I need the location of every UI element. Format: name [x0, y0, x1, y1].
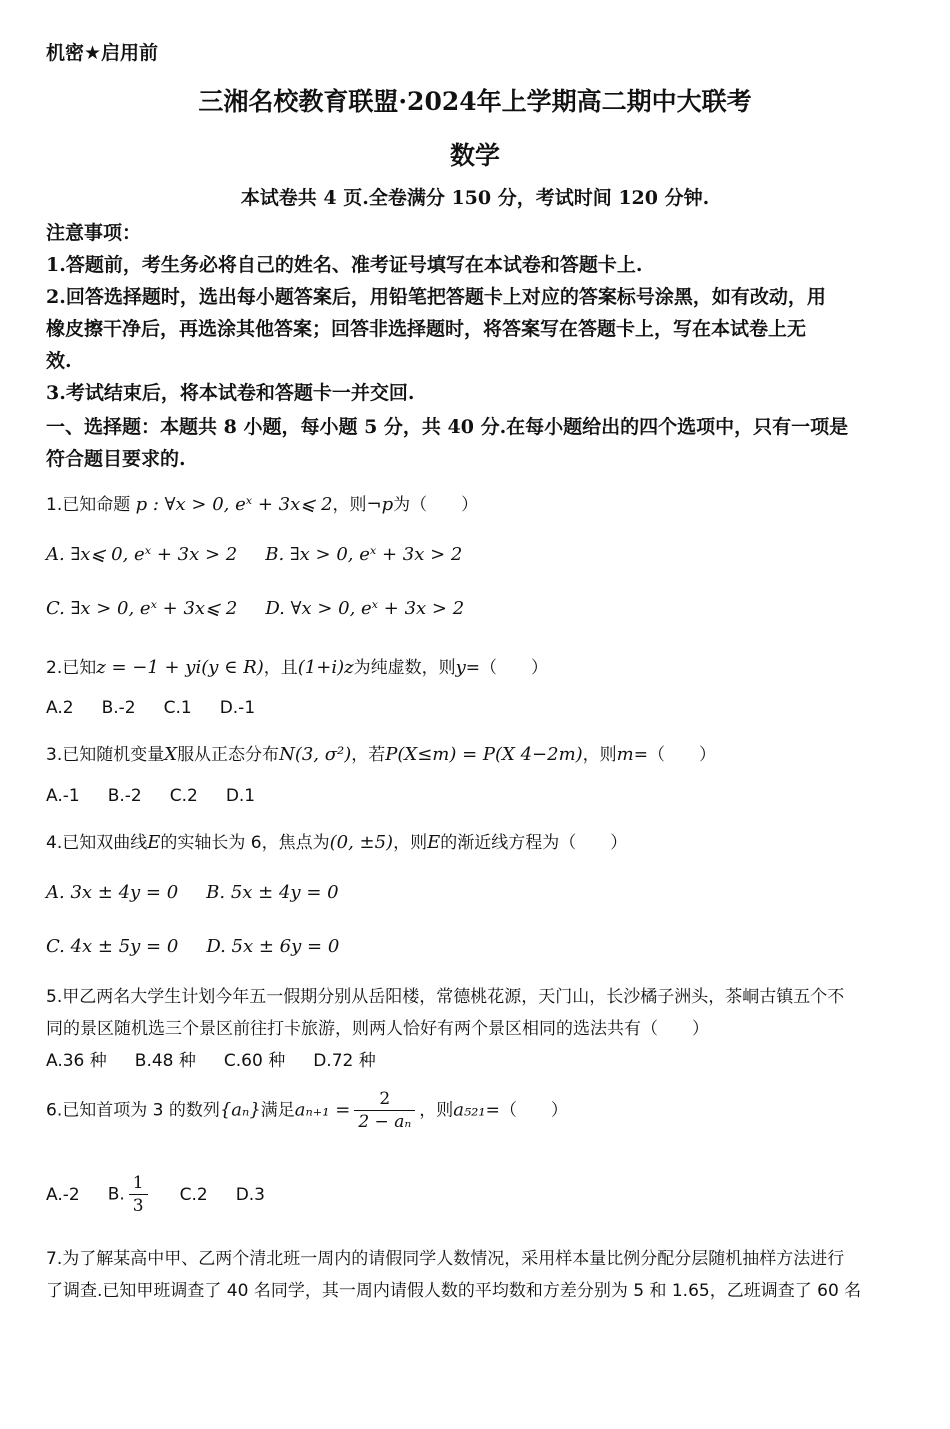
q6-option-b-fraction: [129, 1172, 148, 1217]
q1-option-b: B. ∃x > 0, eˣ + 3x > 2: [265, 544, 463, 565]
q6-mid: 满足: [260, 1100, 295, 1121]
q1-option-c: C. ∃x > 0, eˣ + 3x⩽ 2: [46, 598, 238, 619]
q2-math-3: y: [455, 657, 466, 678]
q4-prefix: 4.已知双曲线: [46, 833, 148, 853]
q4-option-b: B. 5x ± 4y = 0: [206, 882, 339, 903]
q3-math-1: X: [164, 744, 178, 765]
q2-math-1: z = −1 + yi(y ∈ R): [96, 657, 264, 678]
q2-math-2: (1+i)z: [297, 657, 354, 678]
question-7-line-2: 了调查.已知甲班调查了 40 名同学，其一周内请假人数的平均数和方差分别为 5 和 1.65，乙班调查了 60 名: [46, 1281, 862, 1301]
note-3: 3.考试结束后，将本试卷和答题卡一并交回.: [46, 382, 415, 404]
q1-option-a: A. ∃x⩽ 0, eˣ + 3x > 2: [46, 544, 238, 565]
q1-proposition: p : ∀x > 0, eˣ + 3x⩽ 2: [135, 494, 333, 515]
q5-option-a: A.36 种: [46, 1051, 107, 1071]
q3-math-2: N(3, σ²): [279, 744, 352, 765]
q4-math-3: E: [427, 832, 441, 853]
q1-mid: ，则: [332, 495, 367, 515]
q6-options: [46, 1172, 293, 1217]
q3-math-3: P(X≤m) = P(X 4−2m): [385, 744, 583, 765]
q4-math-2: (0, ±5): [329, 832, 394, 853]
q6-option-b-denominator: 3: [132, 1196, 144, 1216]
q6-option-b: [108, 1172, 152, 1217]
q5-options: [46, 1046, 404, 1071]
q6-option-b-numerator: 1: [132, 1173, 144, 1193]
question-3: [46, 740, 716, 765]
q3-mid: 服从正态分布: [177, 745, 280, 765]
q1-options-row-1: [46, 544, 490, 565]
question-4: [46, 828, 627, 853]
q2-prefix: 2.已知: [46, 658, 97, 678]
section-heading-line-2: 符合题目要求的.: [46, 448, 186, 470]
q6-fraction-denominator: 2 − aₙ: [358, 1112, 412, 1132]
q6-prefix: 6.已知首项为 3 的数列: [46, 1100, 220, 1121]
q6-option-c: C.2: [179, 1184, 208, 1205]
q3-options: [46, 786, 283, 806]
q4-mid: 的实轴长为 6，焦点为: [160, 833, 330, 853]
note-1: 1.答题前，考生务必将自己的姓名、准考证号填写在本试卷和答题卡上.: [46, 254, 643, 276]
q2-suffix: =（ ）: [465, 658, 549, 678]
question-2: [46, 653, 548, 678]
question-6: [46, 1088, 568, 1133]
q4-option-a: A. 3x ± 4y = 0: [46, 882, 179, 903]
q4-option-c: C. 4x ± 5y = 0: [46, 936, 179, 957]
q4-math-1: E: [147, 832, 161, 853]
q2-option-d: D.-1: [219, 698, 256, 718]
q2-option-b: B.-2: [101, 698, 136, 718]
q3-prefix: 3.已知随机变量: [46, 745, 165, 765]
q4-mid-2: ，则: [393, 833, 428, 853]
question-7-line-1: 7.为了解某高中甲、乙两个清北班一周内的请假同学人数情况，采用样本量比例分配分层随机抽样方法进行: [46, 1249, 845, 1269]
note-2-line-1: 2.回答选择题时，选出每小题答案后，用铅笔把答题卡上对应的答案标号涂黑，如有改动，用: [46, 286, 826, 308]
q2-options: [46, 698, 283, 718]
q1-options-row-2: [46, 598, 492, 619]
q4-suffix: 的渐近线方程为（ ）: [440, 833, 628, 853]
q2-mid: ，且: [263, 658, 298, 678]
q3-math-4: m: [616, 744, 634, 765]
q6-option-a: A.-2: [46, 1184, 80, 1205]
q1-suffix: 为（ ）: [393, 495, 479, 515]
q5-option-b: B.48 种: [134, 1051, 196, 1071]
q4-option-d: D. 5x ± 6y = 0: [206, 936, 340, 957]
q6-fraction-numerator: 2: [379, 1089, 391, 1109]
q3-option-d: D.1: [225, 786, 256, 806]
question-5-line-2: 同的景区随机选三个景区前往打卡旅游，则两人恰好有两个景区相同的选法共有（ ）: [46, 1019, 709, 1039]
note-2-line-2: 橡皮擦干净后，再选涂其他答案；回答非选择题时，将答案写在答题卡上，写在本试卷上无: [46, 318, 807, 340]
section-heading-line-1: 一、选择题：本题共 8 小题，每小题 5 分，共 40 分.在每小题给出的四个选项中，只有一项是: [46, 416, 849, 438]
q4-options-row-1: [46, 882, 367, 903]
q6-math-3: a₅₂₁: [453, 1099, 486, 1121]
q6-mid-2: ，则: [419, 1100, 454, 1121]
q2-option-c: C.1: [163, 698, 192, 718]
exam-title: 三湘名校教育联盟·2024年上学期高二期中大联考: [198, 87, 752, 116]
q3-option-c: C.2: [169, 786, 198, 806]
confidential-label: 机密★启用前: [46, 42, 159, 64]
note-2-line-3: 效.: [46, 350, 72, 372]
q3-suffix: =（ ）: [633, 745, 716, 765]
q2-option-a: A.2: [46, 698, 74, 718]
q2-mid-2: 为纯虚数，则: [353, 658, 456, 678]
q6-math-1: {aₙ}: [219, 1099, 261, 1121]
q3-option-b: B.-2: [107, 786, 142, 806]
q6-fraction: [354, 1088, 415, 1133]
question-1: [46, 490, 478, 515]
notes-heading: 注意事项：: [46, 222, 142, 244]
subject-title: 数学: [449, 141, 500, 170]
q6-math-2: aₙ₊₁ =: [294, 1099, 351, 1121]
q3-mid-2: ，若: [351, 745, 386, 765]
q5-option-c: C.60 种: [223, 1051, 286, 1071]
q5-option-d: D.72 种: [313, 1051, 376, 1071]
q6-option-d: D.3: [235, 1184, 265, 1205]
q3-mid-3: ，则: [582, 745, 617, 765]
q1-option-d: D. ∀x > 0, eˣ + 3x > 2: [265, 598, 465, 619]
exam-info: 本试卷共 4 页.全卷满分 150 分，考试时间 120 分钟.: [240, 187, 710, 209]
q1-negation: ¬p: [366, 494, 394, 515]
q1-prefix: 1.已知命题: [46, 495, 136, 515]
q3-option-a: A.-1: [46, 786, 80, 806]
q4-options-row-2: [46, 936, 367, 957]
q6-option-b-label: B.: [107, 1184, 125, 1205]
question-5-line-1: 5.甲乙两名大学生计划今年五一假期分别从岳阳楼，常德桃花源，天门山，长沙橘子洲头，茶峒古镇五个不: [46, 987, 845, 1007]
q6-suffix: =（ ）: [485, 1100, 568, 1121]
